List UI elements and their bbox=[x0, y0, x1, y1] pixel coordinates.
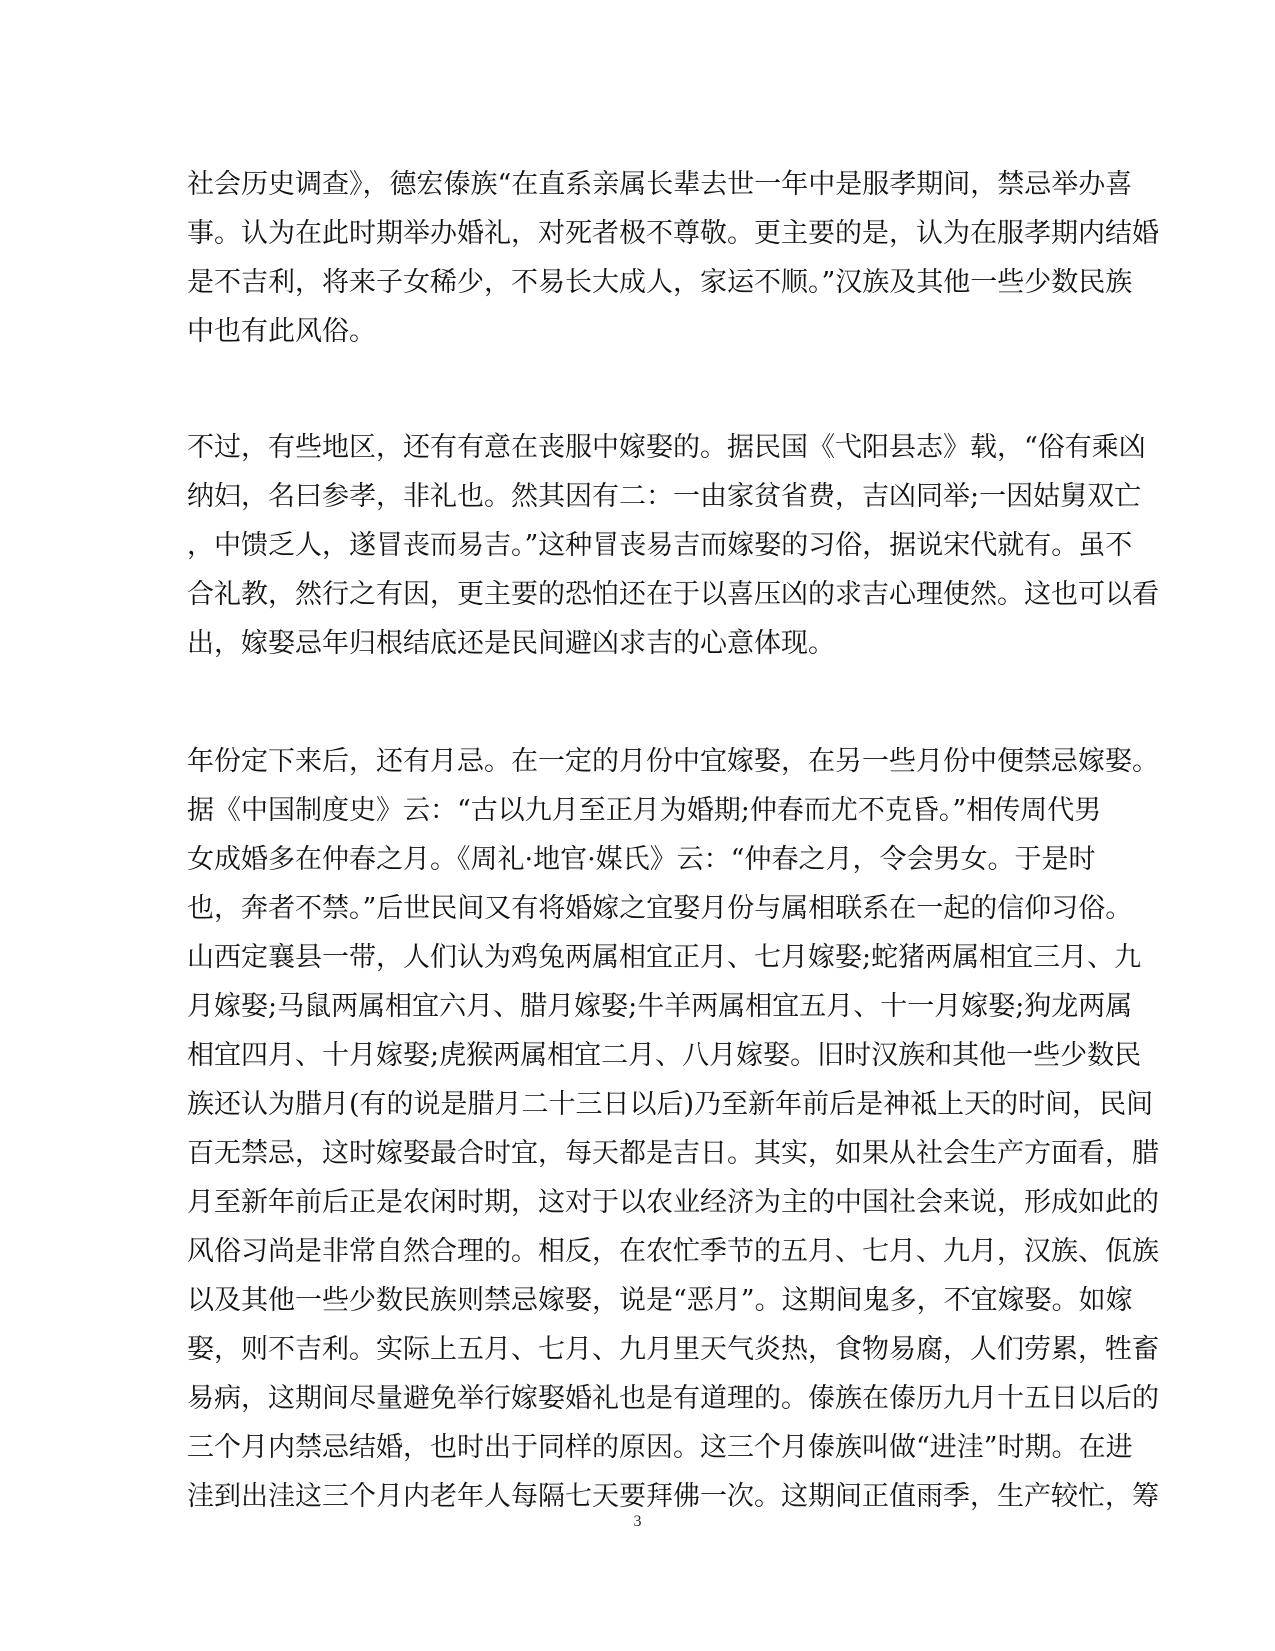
text-line: 娶，则不吉利。实际上五月、七月、九月里天气炎热，食物易腐，人们劳累，牲畜 bbox=[187, 1334, 1159, 1365]
text-line: 百无禁忌，这时嫁娶最合时宜，每天都是吉日。其实，如果从社会生产方面看，腊 bbox=[187, 1138, 1159, 1169]
text-line: 出，嫁娶忌年归根结底还是民间避凶求吉的心意体现。 bbox=[187, 628, 835, 659]
text-line: 易病，这期间尽量避免举行嫁娶婚礼也是有道理的。傣族在傣历九月十五日以后的 bbox=[187, 1383, 1159, 1414]
text-line: 月嫁娶;马鼠两属相宜六月、腊月嫁娶;牛羊两属相宜五月、十一月嫁娶;狗龙两属 bbox=[187, 991, 1133, 1022]
text-line: 以及其他一些少数民族则禁忌嫁娶，说是“恶月”。这期间鬼多，不宜嫁娶。如嫁 bbox=[187, 1285, 1133, 1316]
text-line: 不过，有些地区，还有有意在丧服中嫁娶的。据民国《弋阳县志》载，“俗有乘凶 bbox=[187, 432, 1146, 463]
text-line: 社会历史调查》，德宏傣族“在直系亲属长辈去世一年中是服孝期间，禁忌举办喜 bbox=[187, 169, 1133, 200]
text-line: ，中馈乏人，遂冒丧而易吉。”这种冒丧易吉而嫁娶的习俗，据说宋代就有。虽不 bbox=[187, 530, 1133, 561]
text-line: 中也有此风俗。 bbox=[187, 316, 376, 347]
text-line: 据《中国制度史》云：“古以九月至正月为婚期;仲春而尤不克昏。”相传周代男 bbox=[187, 795, 1102, 826]
text-line: 纳妇，名曰参孝，非礼也。然其因有二：一由家贫省费，吉凶同举;一因姑舅双亡 bbox=[187, 481, 1142, 512]
text-line: 月至新年前后正是农闲时期，这对于以农业经济为主的中国社会来说，形成如此的 bbox=[187, 1187, 1159, 1218]
text-line: 是不吉利，将来子女稀少，不易长大成人，家运不顺。”汉族及其他一些少数民族 bbox=[187, 267, 1133, 298]
text-line: 年份定下来后，还有月忌。在一定的月份中宜嫁娶，在另一些月份中便禁忌嫁娶。 bbox=[187, 746, 1159, 777]
paragraph-3 bbox=[187, 737, 1159, 1521]
text-line: 女成婚多在仲春之月。《周礼·地官·媒氏》云：“仲春之月，令会男女。于是时 bbox=[187, 844, 1096, 875]
text-line: 事。认为在此时期举办婚礼，对死者极不尊敬。更主要的是，认为在服孝期内结婚 bbox=[187, 218, 1159, 249]
text-line: 三个月内禁忌结婚，也时出于同样的原因。这三个月傣族叫做“进洼”时期。在进 bbox=[187, 1432, 1133, 1463]
text-line: 风俗习尚是非常自然合理的。相反，在农忙季节的五月、七月、九月，汉族、佤族 bbox=[187, 1236, 1159, 1267]
page-number: 3 bbox=[633, 1513, 642, 1530]
text-line: 合礼教，然行之有因，更主要的恐怕还在于以喜压凶的求吉心理使然。这也可以看 bbox=[187, 579, 1159, 610]
text-line: 相宜四月、十月嫁娶;虎猴两属相宜二月、八月嫁娶。旧时汉族和其他一些少数民 bbox=[187, 1040, 1142, 1071]
paragraph-1 bbox=[187, 160, 1159, 356]
text-line: 也，奔者不禁。”后世民间又有将婚嫁之宜娶月份与属相联系在一起的信仰习俗。 bbox=[187, 893, 1133, 924]
paragraph-2 bbox=[187, 423, 1159, 668]
text-line: 族还认为腊月(有的说是腊月二十三日以后)乃至新年前后是神祗上天的时间，民间 bbox=[187, 1089, 1154, 1120]
text-line: 洼到出洼这三个月内老年人每隔七天要拜佛一次。这期间正值雨季，生产较忙，筹 bbox=[187, 1481, 1159, 1512]
text-line: 山西定襄县一带，人们认为鸡兔两属相宜正月、七月嫁娶;蛇猪两属相宜三月、九 bbox=[187, 942, 1142, 973]
